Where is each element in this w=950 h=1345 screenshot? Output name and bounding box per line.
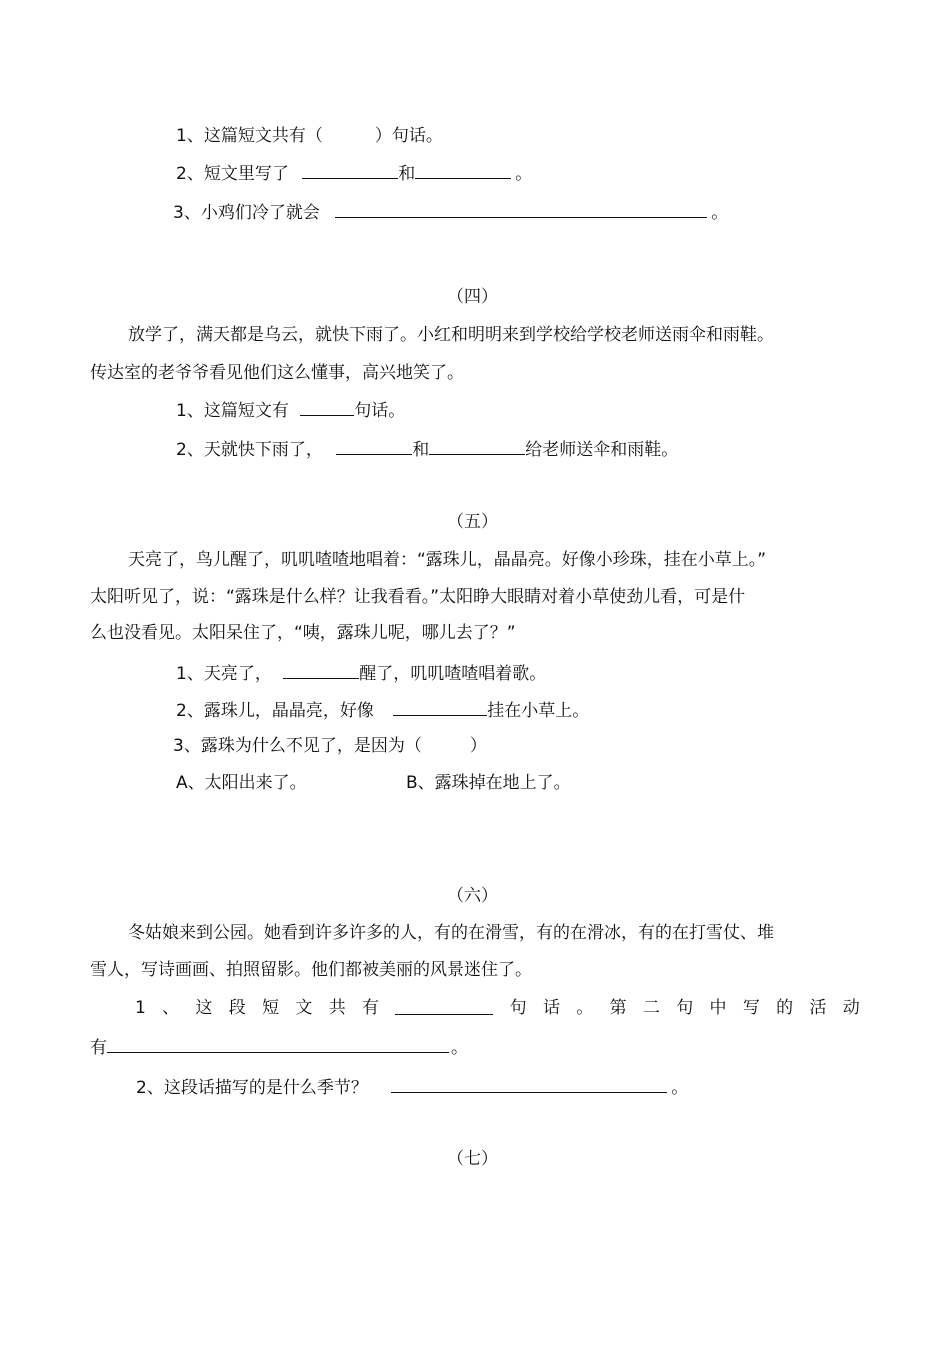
- question-text: 挂在小草上。: [487, 701, 590, 721]
- question-char: 的: [776, 998, 794, 1018]
- s6-question-2: [136, 1074, 688, 1098]
- question-text: 。: [671, 1078, 689, 1098]
- question-char: 写: [742, 998, 760, 1018]
- question-text: 。: [711, 203, 729, 223]
- s6-question-1: [135, 996, 860, 1020]
- section-heading: （四）: [447, 287, 498, 307]
- question-text: 句话。: [354, 401, 406, 421]
- answer-blank[interactable]: [107, 1034, 449, 1053]
- s3-question-3: [173, 199, 728, 223]
- question-char: 句: [676, 998, 694, 1018]
- s4-question-2: [176, 436, 678, 460]
- passage-line: 传达室的老爷爷看见他们这么懂事，高兴地笑了。: [90, 363, 464, 383]
- answer-blank[interactable]: [391, 1074, 667, 1093]
- s6-question-1-continued: [90, 1034, 468, 1058]
- answer-blank[interactable]: [335, 199, 707, 218]
- answer-blank[interactable]: [283, 660, 359, 679]
- s5-question-2: [176, 697, 589, 721]
- question-text: 2、短文里写了: [176, 164, 289, 184]
- section-heading: （七）: [447, 1149, 498, 1169]
- question-char: 短: [262, 998, 280, 1018]
- passage-line: 雪人，写诗画画、拍照留影。他们都被美丽的风景迷住了。: [90, 960, 532, 980]
- question-text: ）: [469, 736, 487, 756]
- question-text: 2、这段话描写的是什么季节？: [136, 1078, 368, 1098]
- section-heading: （五）: [447, 512, 498, 532]
- passage-line: 天亮了，鸟儿醒了，叽叽喳喳地唱着：“露珠儿，晶晶亮。好像小珍珠，挂在小草上。”: [128, 550, 767, 570]
- question-text: 给老师送伞和雨鞋。: [525, 440, 679, 460]
- question-text: 1、这篇短文有: [176, 401, 289, 421]
- question-char: 有: [362, 998, 380, 1018]
- s5-question-3: [173, 734, 487, 758]
- s3-question-1: [176, 124, 443, 148]
- question-text: 醒了，叽叽喳喳唱着歌。: [359, 664, 547, 684]
- question-char: 二: [642, 998, 660, 1018]
- question-char: 话: [542, 998, 560, 1018]
- question-text: 2、天就快下雨了，: [176, 440, 323, 460]
- question-text: 和: [412, 440, 430, 460]
- question-char: 活: [809, 998, 827, 1018]
- question-char: 动: [842, 998, 860, 1018]
- passage-line: 太阳听见了，说：“露珠是什么样？让我看看。”太阳睁大眼睛对着小草使劲儿看，可是什: [90, 587, 746, 607]
- answer-blank[interactable]: [395, 996, 493, 1015]
- s3-question-2: [176, 160, 532, 184]
- passage-line: 冬姑娘来到公园。她看到许多许多的人，有的在滑雪，有的在滑冰，有的在打雪仗、堆: [128, 923, 774, 943]
- question-char: 。: [576, 998, 594, 1018]
- question-text: 1、这篇短文共有（: [176, 126, 323, 146]
- question-text: 2、露珠儿，晶晶亮，好像: [176, 701, 374, 721]
- option-b[interactable]: B、露珠掉在地上了。: [406, 773, 571, 793]
- answer-blank[interactable]: [302, 160, 398, 179]
- answer-blank[interactable]: [429, 436, 525, 455]
- question-char: 段: [228, 998, 246, 1018]
- question-text: 3、小鸡们冷了就会: [173, 203, 320, 223]
- passage-line: 么也没看见。太阳呆住了，“咦，露珠儿呢，哪儿去了？”: [90, 623, 516, 643]
- question-char: 第: [609, 998, 627, 1018]
- question-char: 句: [509, 998, 527, 1018]
- question-text: 1、天亮了，: [176, 664, 272, 684]
- question-text: ）句话。: [374, 126, 443, 146]
- question-char: 这: [195, 998, 213, 1018]
- answer-blank[interactable]: [415, 160, 511, 179]
- question-text: 。: [515, 164, 533, 184]
- passage-line: 放学了，满天都是乌云，就快下雨了。小红和明明来到学校给学校老师送雨伞和雨鞋。: [128, 325, 774, 345]
- question-char: 文: [295, 998, 313, 1018]
- question-char: 共: [328, 998, 346, 1018]
- question-char: 中: [709, 998, 727, 1018]
- s5-question-1: [176, 660, 546, 684]
- question-char: 、: [162, 998, 180, 1018]
- question-text: 有: [90, 1038, 107, 1058]
- question-text: 和: [398, 164, 416, 184]
- answer-blank[interactable]: [393, 697, 487, 716]
- question-text: 。: [451, 1038, 468, 1058]
- option-a[interactable]: A、太阳出来了。: [176, 773, 307, 793]
- answer-blank[interactable]: [300, 397, 354, 416]
- question-char: 1: [135, 998, 146, 1018]
- question-text: 3、露珠为什么不见了，是因为（: [173, 736, 422, 756]
- section-heading: （六）: [447, 886, 498, 906]
- s4-question-1: [176, 397, 405, 421]
- answer-blank[interactable]: [336, 436, 412, 455]
